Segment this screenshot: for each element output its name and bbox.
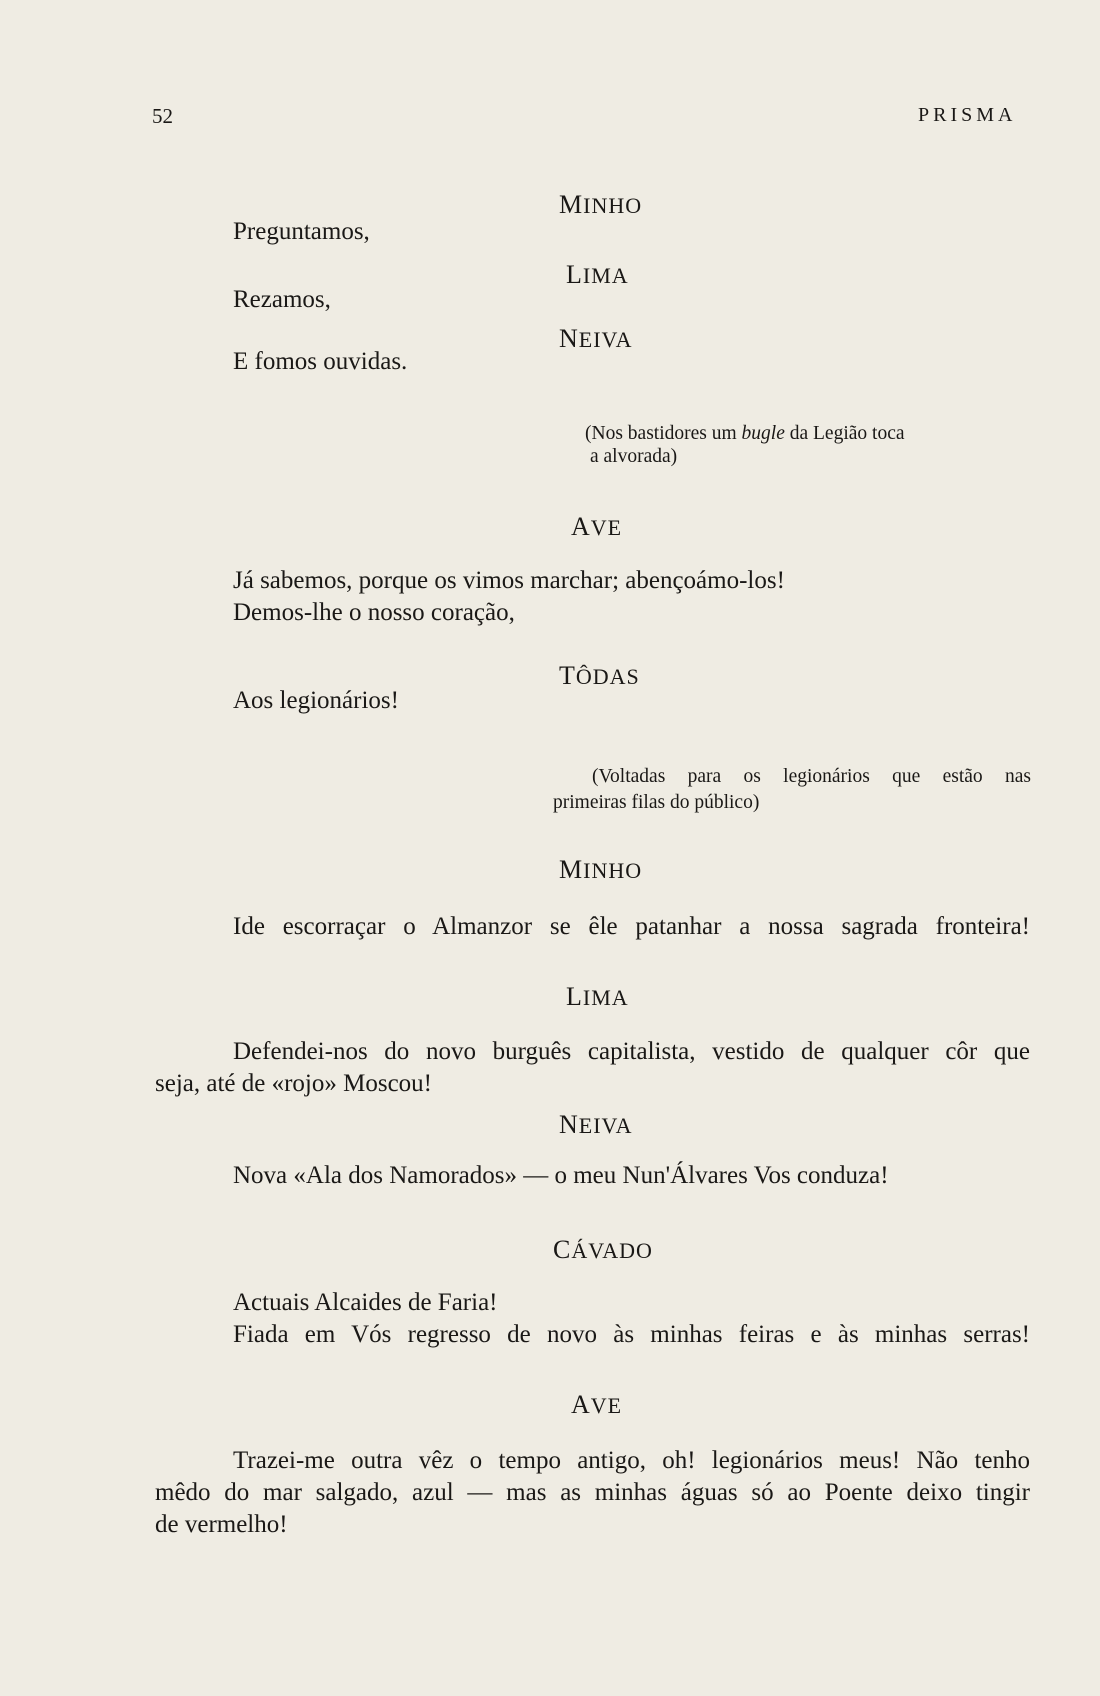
verse-line: seja, até de «rojo» Moscou! [155,1070,433,1097]
verse-line: Defendei-nos do novo burguês capitalista, vestido de qualquer côr que [233,1038,1030,1065]
verse-line: Rezamos, [233,286,331,313]
speaker-ave: AVE [571,1390,623,1419]
speaker-lima: LIMA [566,260,629,289]
verse-line: de vermelho! [155,1511,288,1538]
verse-line: Fiada em Vós regresso de novo às minhas feiras e às minhas serras! [233,1321,1030,1348]
speaker-minho: MINHO [559,855,643,884]
speaker-cavado: CÁVADO [553,1235,653,1264]
verse-line: Ide escorraçar o Almanzor se êle patanhar a nossa sagrada fronteira! [233,913,1030,940]
speaker-neiva: NEIVA [559,1110,633,1139]
speaker-minho: MINHO [559,190,643,219]
stage-direction-cont: primeiras filas do público) [553,792,760,813]
verse-line: mêdo do mar salgado, azul — mas as minhas águas só ao Poente deixo tingir [155,1479,1030,1506]
verse-line: E fomos ouvidas. [233,348,408,375]
speaker-lima: LIMA [566,982,629,1011]
stage-direction-cont: a alvorada) [590,446,678,467]
verse-line: Já sabemos, porque os vimos marchar; abençoámo-los! [233,567,785,594]
verse-line: Trazei-me outra vêz o tempo antigo, oh! legionários meus! Não tenho [233,1447,1030,1474]
verse-line: Preguntamos, [233,218,370,245]
stage-direction: (Nos bastidores um bugle da Legião toca [585,423,905,444]
speaker-ave: AVE [571,512,623,541]
verse-line: Demos-lhe o nosso coração, [233,599,515,626]
speaker-neiva: NEIVA [559,324,633,353]
page-number: 52 [152,104,173,128]
verse-line: Nova «Ala dos Namorados» — o meu Nun'Álvares Vos conduza! [233,1162,889,1189]
verse-line: Actuais Alcaides de Faria! [233,1289,498,1316]
running-title: PRISMA [918,104,1017,126]
stage-direction: (Voltadas para os legionários que estão nas [592,766,1031,787]
speaker-todas: TÔDAS [559,661,640,690]
verse-line: Aos legionários! [233,687,399,714]
